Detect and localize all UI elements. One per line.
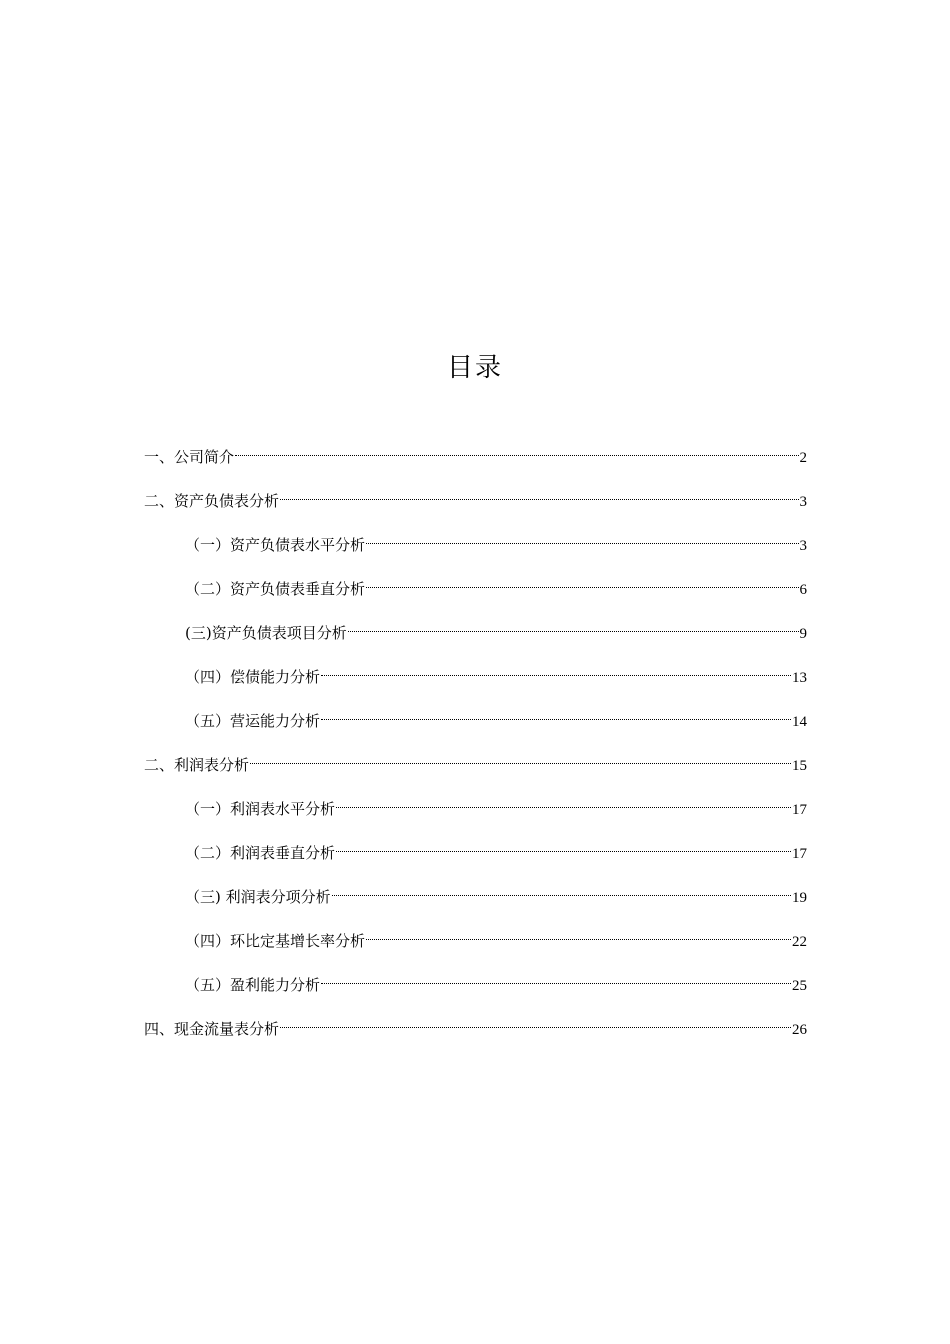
toc-entry-page: 15 <box>792 758 807 774</box>
toc-entry-page: 22 <box>792 934 807 950</box>
toc-entry-label: 四、现金流量表分析 <box>144 1020 280 1038</box>
toc-entry-page: 25 <box>792 978 807 994</box>
toc-dot-leader <box>366 570 798 594</box>
toc-entry[interactable] <box>144 834 807 878</box>
toc-entry[interactable] <box>144 526 807 570</box>
toc-entry-label: （五）营运能力分析 <box>185 712 321 730</box>
toc-entry[interactable] <box>144 570 807 614</box>
toc-entry-label: （三) 利润表分项分析 <box>185 888 331 906</box>
toc-dot-leader <box>280 1010 791 1034</box>
toc-entry-label: （四）偿债能力分析 <box>185 668 321 686</box>
toc-dot-leader <box>366 526 798 550</box>
toc-entry-label: (三)资产负债表项目分析 <box>185 624 347 642</box>
toc-dot-leader <box>336 790 791 814</box>
toc-entry-label: 一、公司简介 <box>144 448 235 466</box>
toc-entry[interactable] <box>144 746 807 790</box>
table-of-contents <box>144 438 807 1054</box>
toc-entry[interactable] <box>144 790 807 834</box>
toc-dot-leader <box>348 614 799 638</box>
toc-entry-page: 3 <box>799 494 807 510</box>
toc-entry[interactable] <box>144 614 807 658</box>
toc-entry-page: 14 <box>792 714 807 730</box>
toc-entry[interactable] <box>144 438 807 482</box>
toc-title: 目录 <box>446 353 503 383</box>
toc-entry[interactable] <box>144 702 807 746</box>
toc-entry-label: 二、资产负债表分析 <box>144 492 280 510</box>
toc-entry-page: 6 <box>799 582 807 598</box>
toc-dot-leader <box>321 702 791 726</box>
toc-entry-label: （四）环比定基增长率分析 <box>185 932 366 950</box>
toc-entry[interactable] <box>144 966 807 1010</box>
toc-entry[interactable] <box>144 878 807 922</box>
toc-dot-leader <box>332 878 791 902</box>
toc-entry-label: （二）利润表垂直分析 <box>185 844 336 862</box>
toc-entry-page: 2 <box>799 450 807 466</box>
toc-entry-page: 19 <box>792 890 807 906</box>
toc-entry[interactable] <box>144 922 807 966</box>
toc-entry-label: 二、利润表分析 <box>144 756 250 774</box>
toc-entry-label: （五）盈利能力分析 <box>185 976 321 994</box>
toc-entry-page: 3 <box>799 538 807 554</box>
toc-dot-leader <box>366 922 791 946</box>
toc-entry[interactable] <box>144 482 807 526</box>
toc-entry-label: （一）资产负债表水平分析 <box>185 536 366 554</box>
toc-dot-leader <box>235 438 798 462</box>
toc-dot-leader <box>280 482 798 506</box>
toc-entry-page: 17 <box>792 846 807 862</box>
toc-entry-page: 17 <box>792 802 807 818</box>
toc-entry-label: （一）利润表水平分析 <box>185 800 336 818</box>
toc-dot-leader <box>321 966 791 990</box>
toc-entry[interactable] <box>144 1010 807 1054</box>
toc-entry-label: （二）资产负债表垂直分析 <box>185 580 366 598</box>
toc-dot-leader <box>250 746 791 770</box>
toc-entry[interactable] <box>144 658 807 702</box>
toc-dot-leader <box>336 834 791 858</box>
toc-entry-page: 26 <box>792 1022 807 1038</box>
toc-dot-leader <box>321 658 791 682</box>
toc-entry-page: 13 <box>792 670 807 686</box>
toc-entry-page: 9 <box>799 626 807 642</box>
